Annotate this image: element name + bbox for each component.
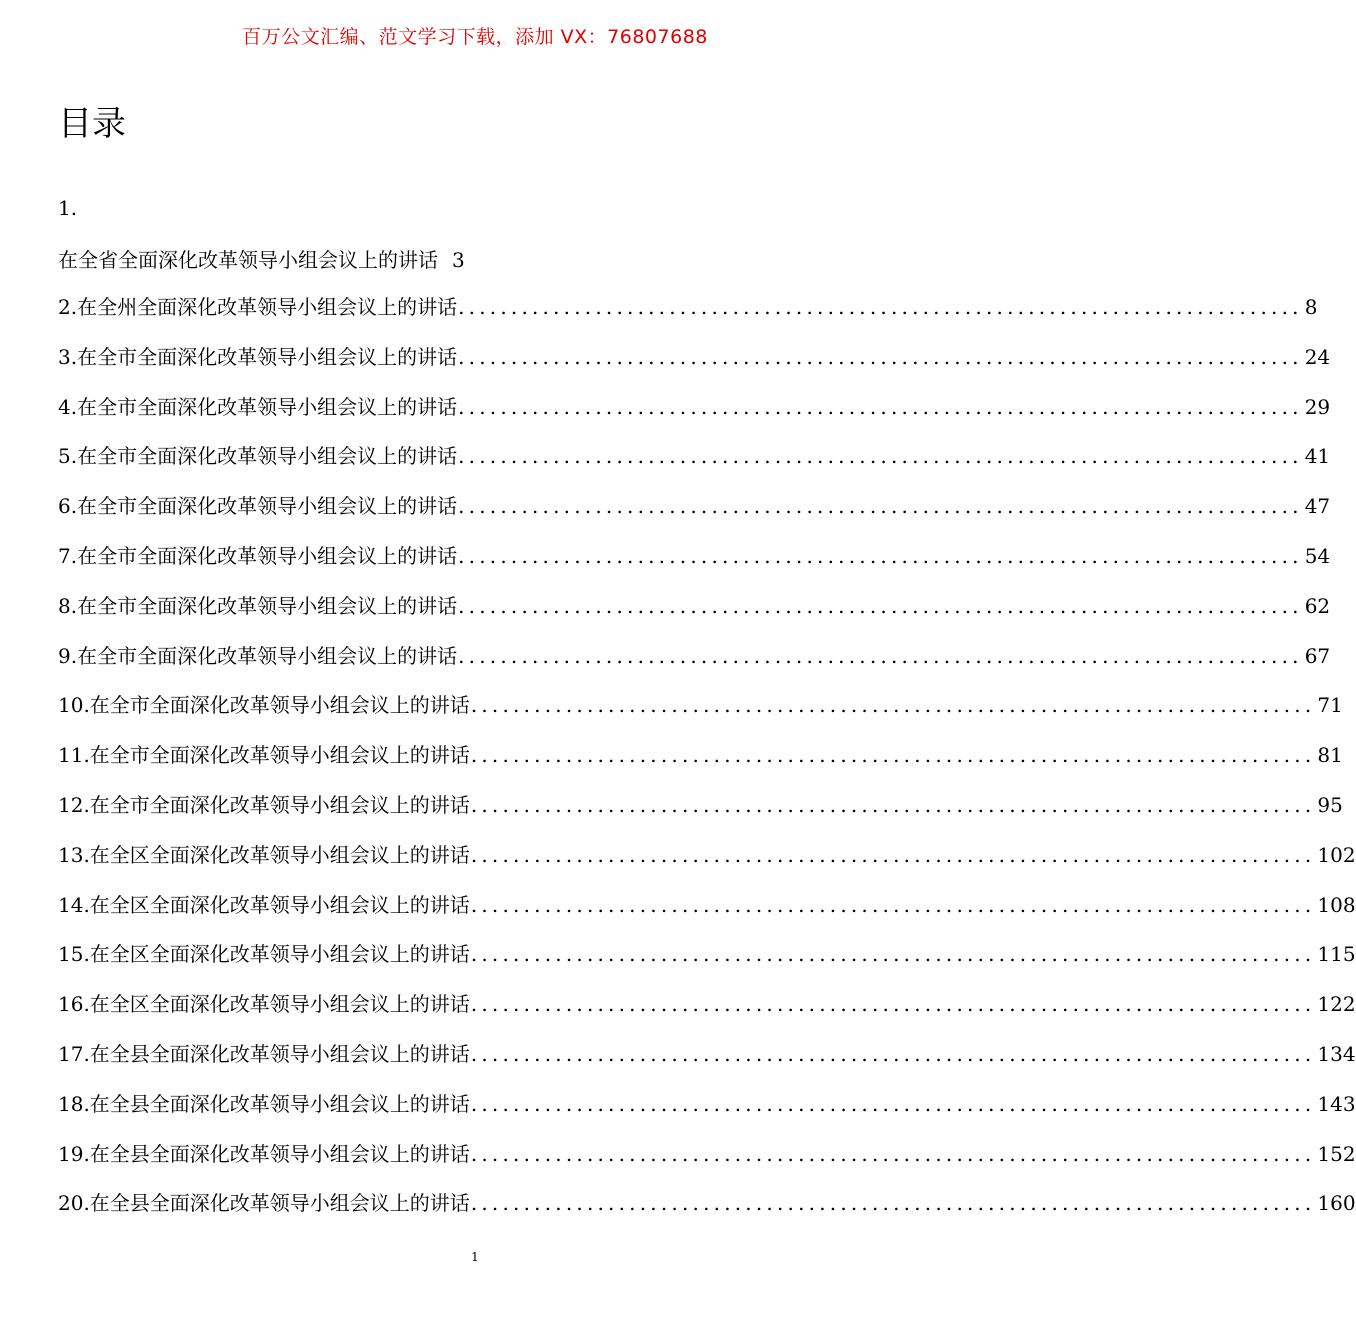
toc-entry-title: 12.在全市全面深化改革领导小组会议上的讲话 <box>58 792 470 817</box>
toc-first-entry-title: 在全省全面深化改革领导小组会议上的讲话 <box>58 248 438 272</box>
toc-entry-title: 15.在全区全面深化改革领导小组会议上的讲话 <box>58 942 470 967</box>
dot-leader: ................................................................................ <box>458 593 1303 618</box>
dot-leader: ................................................................................ <box>470 1041 1316 1066</box>
toc-entry-title: 14.在全区全面深化改革领导小组会议上的讲话 <box>58 892 470 917</box>
toc-entry[interactable] <box>58 539 1331 589</box>
toc-entry[interactable] <box>58 1037 1356 1087</box>
toc-entry-page: 152 <box>1317 1141 1356 1166</box>
toc-entry-page: 143 <box>1317 1091 1356 1116</box>
toc-entry-title: 4.在全市全面深化改革领导小组会议上的讲话 <box>58 394 458 419</box>
toc-entry[interactable] <box>58 937 1356 987</box>
toc-entry[interactable] <box>58 340 1331 390</box>
toc-entry-title: 3.在全市全面深化改革领导小组会议上的讲话 <box>58 344 458 369</box>
toc-entry[interactable] <box>58 1137 1356 1187</box>
toc-entry-page: 67 <box>1304 643 1331 668</box>
toc-entry[interactable] <box>58 439 1331 489</box>
toc-entry[interactable] <box>58 1087 1356 1137</box>
toc-entry-page: 134 <box>1317 1041 1356 1066</box>
dot-leader: ................................................................................ <box>470 842 1316 867</box>
dot-leader: ................................................................................ <box>458 344 1303 369</box>
toc-entry-page: 41 <box>1304 444 1331 469</box>
toc-entry-title: 20.在全县全面深化改革领导小组会议上的讲话 <box>58 1191 470 1216</box>
toc-first-entry-page: 3 <box>452 248 465 272</box>
toc-title: 目录 <box>58 104 126 144</box>
toc-entry[interactable] <box>58 688 1343 738</box>
toc-entry-title: 17.在全县全面深化改革领导小组会议上的讲话 <box>58 1041 470 1066</box>
toc-entry-page: 102 <box>1317 842 1356 867</box>
toc-entry-title: 19.在全县全面深化改革领导小组会议上的讲话 <box>58 1141 470 1166</box>
dot-leader: ................................................................................ <box>458 543 1303 568</box>
toc-entry-title: 18.在全县全面深化改革领导小组会议上的讲话 <box>58 1091 470 1116</box>
dot-leader: ................................................................................ <box>458 494 1303 519</box>
toc-entry-title: 11.在全市全面深化改革领导小组会议上的讲话 <box>58 743 470 768</box>
toc-entry-title: 16.在全区全面深化改革领导小组会议上的讲话 <box>58 992 470 1017</box>
toc-entry-title: 6.在全市全面深化改革领导小组会议上的讲话 <box>58 494 458 519</box>
toc-entry[interactable] <box>58 489 1331 539</box>
toc-entry-title: 2.在全州全面深化改革领导小组会议上的讲话 <box>58 295 458 319</box>
dot-leader: ................................................................................ <box>470 693 1316 718</box>
toc-entry-page: 81 <box>1317 743 1343 768</box>
dot-leader: ................................................................................ <box>470 892 1316 917</box>
toc-entry-page: 62 <box>1304 593 1331 618</box>
dot-leader: ................................................................................ <box>458 643 1303 668</box>
toc-entry-page: 108 <box>1317 892 1356 917</box>
dot-leader: ................................................................................ <box>470 942 1316 967</box>
dot-leader: ................................................................................ <box>470 992 1316 1017</box>
toc-entry[interactable] <box>58 1186 1356 1236</box>
dot-leader: ................................................................................ <box>458 295 1303 319</box>
toc-entry-page: 160 <box>1317 1191 1356 1216</box>
toc-entry-title: 9.在全市全面深化改革领导小组会议上的讲话 <box>58 643 458 668</box>
toc-entry[interactable] <box>58 390 1331 440</box>
toc-first-entry[interactable] <box>58 244 465 273</box>
toc-entry-page: 115 <box>1317 942 1356 967</box>
toc-entry-page: 8 <box>1304 295 1318 319</box>
dot-leader: ................................................................................ <box>470 1191 1316 1216</box>
toc-entry-page: 24 <box>1304 344 1331 369</box>
toc-entry[interactable] <box>58 639 1331 689</box>
dot-leader: ................................................................................ <box>458 394 1303 419</box>
dot-leader: ................................................................................ <box>470 1141 1316 1166</box>
toc-entry[interactable] <box>58 290 1318 340</box>
toc-entry-title: 13.在全区全面深化改革领导小组会议上的讲话 <box>58 842 470 867</box>
toc-entry-title: 8.在全市全面深化改革领导小组会议上的讲话 <box>58 593 458 618</box>
header-banner: 百万公文汇编、范文学习下载，添加 VX：76807688 <box>242 26 708 48</box>
toc-entry[interactable] <box>58 987 1356 1037</box>
toc-entry[interactable] <box>58 589 1331 639</box>
toc-entry-page: 71 <box>1317 693 1343 718</box>
dot-leader: ................................................................................ <box>470 792 1316 817</box>
toc-first-entry-number: 1. <box>58 196 78 220</box>
toc-entry-title: 10.在全市全面深化改革领导小组会议上的讲话 <box>58 693 470 718</box>
dot-leader: ................................................................................ <box>458 444 1303 469</box>
toc-list <box>58 290 1356 1236</box>
page-number: 1 <box>471 1250 479 1264</box>
dot-leader: ................................................................................ <box>470 743 1316 768</box>
dot-leader: ................................................................................ <box>470 1091 1316 1116</box>
toc-entry-page: 95 <box>1317 792 1343 817</box>
toc-entry[interactable] <box>58 738 1343 788</box>
toc-entry-title: 7.在全市全面深化改革领导小组会议上的讲话 <box>58 543 458 568</box>
toc-entry-page: 122 <box>1317 992 1356 1017</box>
toc-entry-page: 54 <box>1304 543 1331 568</box>
toc-entry[interactable] <box>58 888 1356 938</box>
toc-entry[interactable] <box>58 788 1343 838</box>
toc-entry-page: 29 <box>1304 394 1331 419</box>
toc-entry[interactable] <box>58 838 1356 888</box>
toc-entry-page: 47 <box>1304 494 1331 519</box>
toc-entry-title: 5.在全市全面深化改革领导小组会议上的讲话 <box>58 444 458 469</box>
